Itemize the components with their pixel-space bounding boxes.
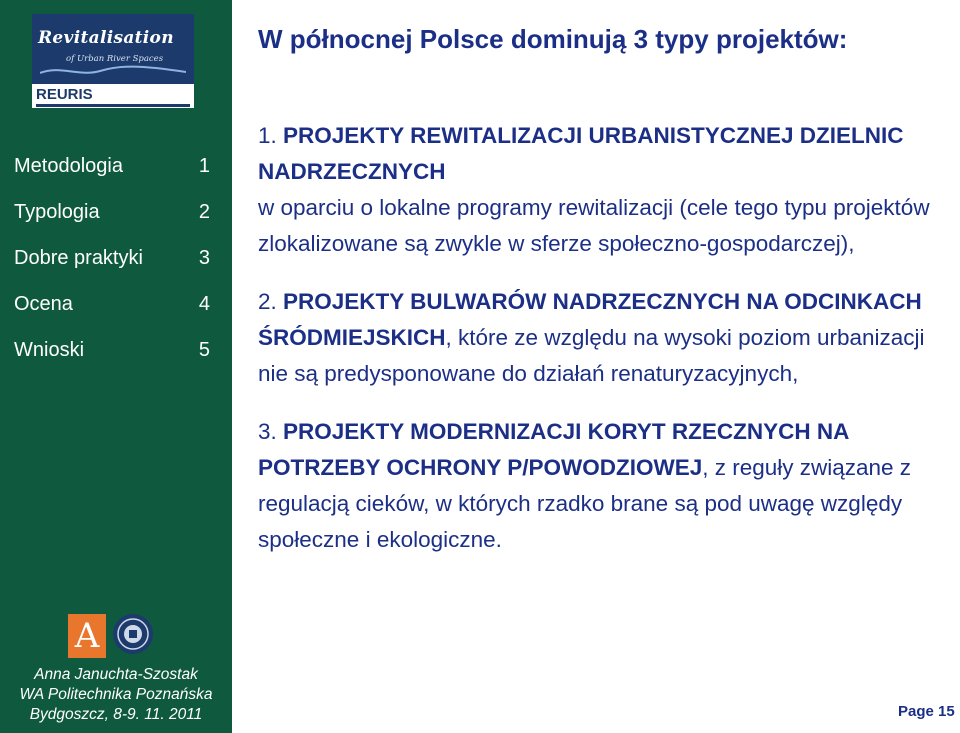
- logo-brand: REURIS: [36, 86, 93, 103]
- item-text: , które ze względu na wysoki poziom urbanizacji nie są predysponowane do działań renaturyzacyjnych,: [258, 325, 925, 386]
- nav-item-number: 2: [198, 201, 210, 223]
- event-place-date: Bydgoszcz, 8-9. 11. 2011: [29, 706, 203, 723]
- author-institution: WA Politechnika Poznańska: [19, 686, 213, 703]
- nav-item-label: Ocena: [14, 293, 73, 315]
- nav-item-typologia[interactable]: [0, 189, 232, 235]
- logo-underline: [36, 104, 190, 107]
- nav-item-label: Metodologia: [14, 155, 123, 177]
- logo-title: Revitalisation: [38, 28, 174, 48]
- faculty-logo-icon: [68, 614, 106, 658]
- nav-item-ocena[interactable]: [0, 281, 232, 327]
- item-title: PROJEKTY MODERNIZACJI KORYT RZECZNYCH NA POTRZEBY OCHRONY P/POWODZIOWEJ: [258, 419, 849, 480]
- page-number: Page 15: [898, 703, 955, 720]
- list-item: [258, 284, 958, 392]
- author-block: [0, 665, 232, 725]
- nav-item-number: 5: [198, 339, 210, 361]
- faculty-logo-letter: A: [74, 616, 100, 656]
- river-wave-icon: [40, 64, 186, 78]
- item-title: PROJEKTY BULWARÓW NADRZECZNYCH NA ODCINKACH ŚRÓDMIEJSKICH: [258, 289, 922, 350]
- nav-item-number: 3: [198, 247, 210, 269]
- university-seal-icon: [112, 613, 154, 655]
- item-title: PROJEKTY REWITALIZACJI URBANISTYCZNEJ DZIELNIC NADRZECZNYCH: [258, 123, 904, 184]
- item-number: 1.: [258, 123, 284, 148]
- reuris-logo: [30, 12, 196, 110]
- slide-heading: W północnej Polsce dominują 3 typy projektów:: [258, 24, 848, 54]
- nav-item-label: Dobre praktyki: [14, 247, 143, 269]
- project-types-list: [258, 118, 958, 558]
- section-nav: [0, 143, 232, 373]
- nav-item-label: Typologia: [14, 201, 100, 223]
- nav-item-dobre-praktyki[interactable]: [0, 235, 232, 281]
- nav-item-number: 4: [198, 293, 210, 315]
- nav-item-metodologia[interactable]: [0, 143, 232, 189]
- item-text: , z reguły związane z regulacją cieków, w których rzadko brane są pod uwagę względy społeczne i ekologiczne.: [258, 455, 912, 552]
- item-number: 3.: [258, 419, 284, 444]
- nav-item-label: Wnioski: [14, 339, 85, 361]
- logo-subtitle: of Urban River Spaces: [66, 54, 164, 64]
- item-number: 2.: [258, 289, 284, 314]
- list-item: [258, 118, 958, 262]
- author-name: Anna Januchta-Szostak: [34, 666, 198, 683]
- item-text: w oparciu o lokalne programy rewitalizacji (cele tego typu projektów zlokalizowane są zwykle w sferze społeczno-gospodarczej),: [258, 195, 930, 256]
- nav-item-number: 1: [198, 155, 210, 177]
- nav-item-wnioski[interactable]: [0, 327, 232, 373]
- list-item: [258, 414, 958, 558]
- sidebar: [0, 0, 232, 733]
- logo-banner: [32, 14, 194, 84]
